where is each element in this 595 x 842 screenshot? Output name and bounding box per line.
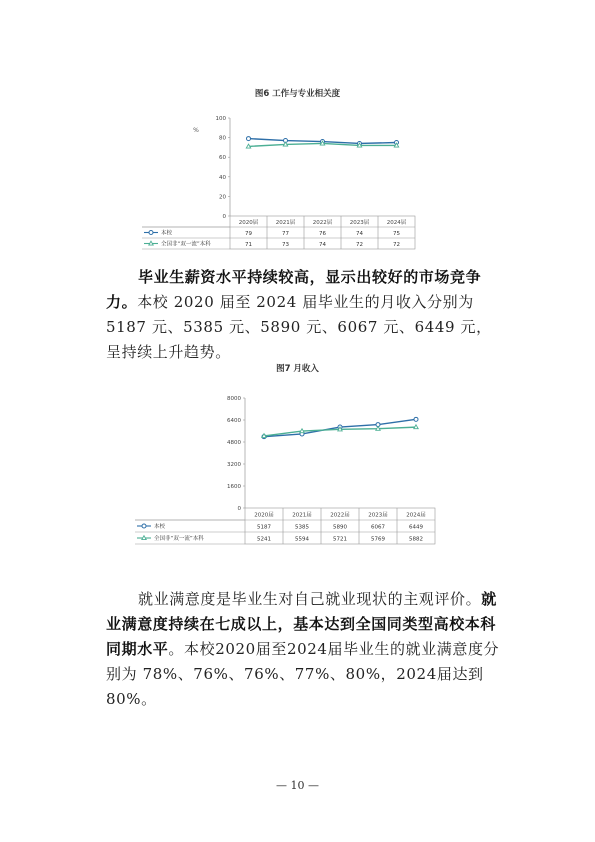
- x-category-label: 2023届: [349, 219, 370, 226]
- legend-entry-0: 本校: [154, 524, 166, 530]
- data-table-value: 77: [282, 230, 289, 237]
- paragraph-salary: [106, 265, 506, 365]
- figure-6-chart: [161, 106, 430, 252]
- data-table-value: 74: [356, 230, 363, 237]
- data-table-value: 79: [245, 230, 252, 237]
- series-point-0: [247, 137, 251, 141]
- data-table-value: 76: [319, 230, 326, 237]
- figure-7-chart: [154, 388, 465, 552]
- series-point-1: [376, 426, 380, 430]
- x-category-label: 2024届: [386, 219, 407, 226]
- figure-6-title: 图6 工作与专业相关度: [254, 89, 341, 99]
- y-tick-label: 4800: [227, 440, 241, 446]
- y-tick-label: 1600: [227, 484, 241, 490]
- y-tick-label: 20: [219, 194, 226, 201]
- y-tick-label: 3200: [227, 462, 241, 468]
- series-point-1: [246, 144, 250, 148]
- x-category-label: 2024届: [406, 512, 426, 519]
- y-tick-label: 100: [215, 116, 226, 122]
- series-point-1: [262, 434, 266, 438]
- data-table-value: 5890: [333, 524, 347, 531]
- legend-key-marker-1: [142, 536, 146, 540]
- paragraph-satisfaction: [106, 587, 506, 712]
- y-axis-label: %: [193, 127, 199, 134]
- x-category-label: 2023届: [368, 512, 388, 519]
- x-category-label: 2021届: [275, 219, 296, 226]
- legend-key-marker-0: [149, 231, 153, 235]
- x-category-label: 2020届: [254, 512, 274, 519]
- y-tick-label: 6400: [227, 418, 241, 424]
- data-table-value: 71: [245, 241, 252, 248]
- data-table-value: 5594: [295, 536, 309, 543]
- data-table-value: 5721: [333, 536, 347, 543]
- paragraph-salary-bold: 毕业生薪资水平持续较高，显示出较好的市场竞争力。: [106, 268, 482, 311]
- x-category-label: 2021届: [292, 512, 312, 519]
- legend-key-marker-1: [149, 241, 153, 245]
- legend-key-marker-0: [142, 524, 146, 528]
- data-table-value: 6067: [371, 524, 385, 531]
- page-number: — 10 —: [276, 779, 319, 792]
- data-table-value: 6449: [409, 524, 423, 531]
- legend-entry-1: 全国非“双一流”本科: [161, 241, 211, 248]
- paragraph-satisfaction-text1: 就业满意度是毕业生对自己就业现状的主观评价。: [138, 590, 482, 608]
- y-tick-label: 8000: [227, 396, 241, 402]
- series-point-0: [414, 417, 418, 421]
- data-table-value: 5769: [371, 536, 385, 543]
- data-table-value: 74: [319, 241, 326, 248]
- data-table-value: 75: [393, 230, 400, 237]
- x-category-label: 2020届: [238, 219, 259, 226]
- figure-7-title: 图7 月收入: [276, 364, 319, 374]
- data-table-value: 5241: [257, 536, 271, 543]
- x-category-label: 2022届: [312, 219, 333, 226]
- paragraph-satisfaction-bold: 就业满意度持续在七成以上，基本达到全国同类型高校本科同期水平: [106, 590, 497, 658]
- data-table-value: 5187: [257, 524, 271, 531]
- x-category-label: 2022届: [330, 512, 350, 519]
- paragraph-salary-text: 本校 2020 届至 2024 届毕业生的月收入分别为 5187 元、5385 元、5890 元、6067 元、6449 元，呈持续上升趋势。: [106, 293, 492, 361]
- legend-entry-0: 本校: [161, 230, 173, 237]
- y-tick-label: 80: [219, 135, 226, 142]
- data-table-value: 5385: [295, 524, 309, 531]
- y-tick-label: 60: [219, 155, 226, 162]
- data-table-value: 5882: [409, 536, 423, 543]
- data-table-value: 72: [356, 241, 363, 248]
- y-tick-label: 40: [219, 174, 226, 181]
- y-tick-label: 0: [222, 214, 226, 220]
- series-point-1: [300, 429, 304, 433]
- series-point-1: [283, 142, 287, 146]
- data-table-value: 73: [282, 241, 289, 248]
- data-table-value: 72: [393, 241, 400, 248]
- paragraph-satisfaction-text2: 。本校2020届至2024届毕业生的就业满意度分别为 78%、76%、76%、77%、80%，2024届达到80%。: [106, 640, 500, 708]
- legend-entry-1: 全国非“双一流”本科: [154, 536, 204, 542]
- series-point-1: [414, 425, 418, 429]
- y-tick-label: 0: [237, 506, 241, 512]
